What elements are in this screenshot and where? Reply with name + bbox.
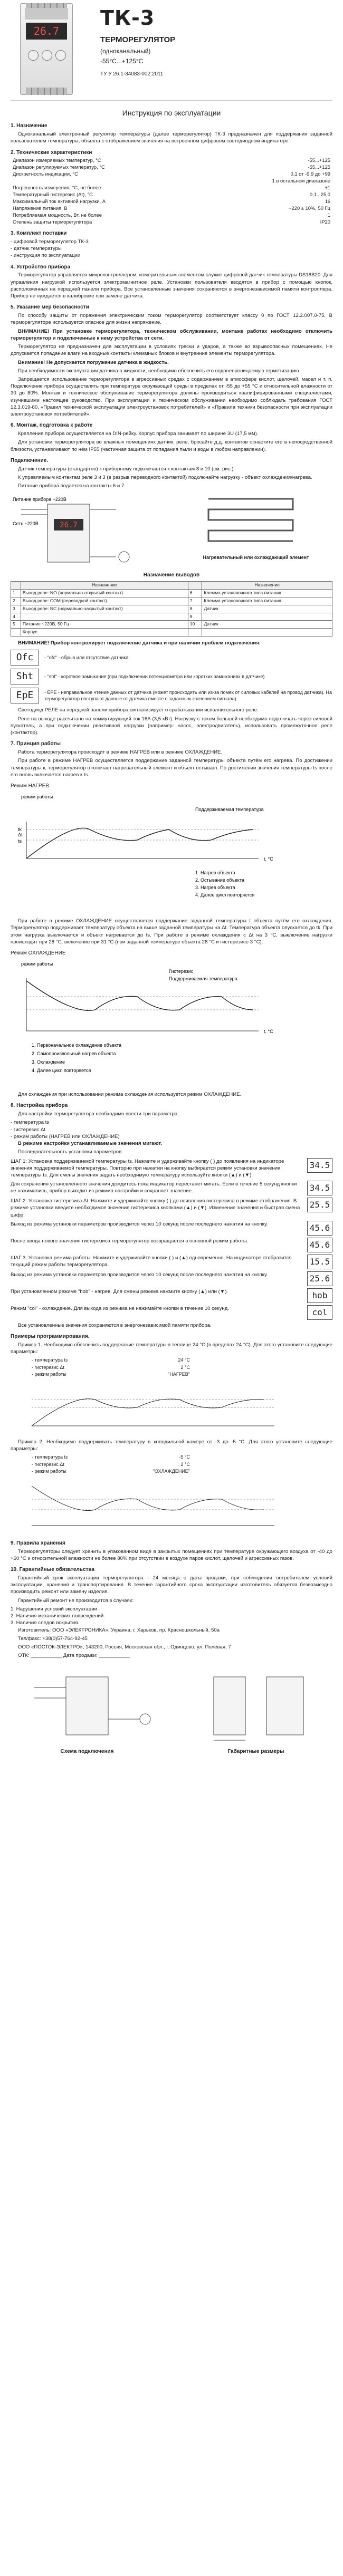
spec-value: 1 [327,212,330,218]
setup-step-display: col [307,1305,332,1320]
pin-cell: Выход реле: NO (нормально-открытый контакт) [21,590,188,597]
heating-chart-mark: ts [18,838,22,844]
distributor-address: ООО «ПОСТОК-ЭЛЕКТРО», 143200, Россия, Московская обл., г. Одинцово, ул. Полевая, 7 [18,1644,231,1650]
pin-cell [188,629,202,636]
wiring-diagram [11,494,169,567]
example-param-value: 2 °С [180,1364,190,1370]
setup-step-text: Режим "col" - охлаждение. Для выхода из режима не нажимайте кнопки в течение 10 секунд. [11,1305,229,1311]
heating-chart-svg [11,790,327,911]
section-6-text: Питание прибора подается на контакты 6 и 7. [18,483,126,489]
power-caption: Питание прибора ~220В [13,497,66,503]
device-button-down [28,50,39,61]
heating-chart-mark: tk [18,826,22,832]
cooling-chart-label: 4. Далее цикл повторяется [32,1067,91,1073]
pin-cell: 2 [11,597,21,605]
section-6-text: Реле на выходе рассчитано на коммутирующий ток 16А (3,5 кВт). Нагрузку с током большей необходимо подключать через силовой пускатель, а при подключении реактивной нагрузки (например: насос, электродвигатель), использовать промежуточное реле (контактор). [11,716,332,736]
section-10-heading: 10. Гарантийные обязательства [11,1567,94,1573]
heating-chart-label: 2. Остывание объекта [195,877,244,883]
product-title: ТЕРМОРЕГУЛЯТОР [100,35,176,45]
section-6-text: Крепление прибора осуществляется на DIN-рейку. Корпус прибора занимает по ширине 3U (17,5 мм). [18,431,259,437]
section-4-text: Терморегулятор управляется микроконтроллером, измерительным элементом служит цифровой датчик температуры DS18B20. Для управления нагрузкой используется электромагнитное реле. Установки пользователя вводятся в прибор с помощью кнопок, расположенных на передней панели прибора. Все установленные значения сохраняются в энергонезависимой памяти контроллера. Прибор не нуждается в калибровке при замене датчика. [11,272,332,300]
heating-element-image [198,494,314,552]
pin-row [11,621,332,629]
pin-cell [202,613,332,621]
spec-label: Напряжение питания, В [13,205,68,211]
setup-step [11,1181,332,1195]
setup-step [11,1288,332,1303]
example-param-row [32,1454,190,1460]
spec-label: Дискретность индикации, °С [13,171,78,177]
setup-step-display: 45.6 [307,1221,332,1236]
cooling-chart-label: 2. Самопроизвольный нагрев объекта [32,1050,116,1056]
section-6-text: К управляемым контактам реле 3 и 3 (в разрыв переводного контактой) подключайте нагрузку - объект охлаждения/нагрева. [18,474,312,480]
cooling-chart-y-label: режим работы [21,961,53,967]
tu-code: ТУ У 26.1-34083-002:2011 [100,71,164,78]
pins-col-header: Назначение [202,582,332,590]
pins-heading: Назначение выводов [143,572,200,578]
manufacturer: Изготовитель: ООО «ЭЛЕКТРОНИКА», Украина, г. Харьков, пр. Красношкольный, 50а [18,1627,220,1633]
section-6-text: Для установки терморегулятора во влажных помещениях датчик, реле, бросайте д.д. контактов оснастите его в непосредственной близости, устанавливают по нём IP55 (частичная защита от попадания пыли и воды в любом направлении). [11,439,332,452]
example-param-row [32,1468,190,1474]
section-7-heading: 7. Принцип работы [11,741,61,747]
document-title: Инструкция по эксплуатации [122,109,221,117]
pin-cell: 9 [188,613,202,621]
setup-step [11,1198,332,1219]
heating-chart-label: 3. Нагрев объекта [195,884,235,890]
pin-cell: Корпус [21,629,188,636]
specs-table [11,157,332,226]
example-param-row [32,1371,190,1377]
mains-caption: Сеть ~220В [13,521,39,527]
connection-scheme [13,1666,161,1745]
pin-cell [21,613,188,621]
spec-value: -55...+125 [308,164,330,170]
kit-item: - инструкция по эксплуатации [11,253,81,259]
connection-scheme-caption: Схема подключения [60,1749,114,1755]
section-5-text: Запрещается использование терморегулятора в агрессивных средах с содержанием в атмосфере кислот, щелочей, масел и т. п. Подключение прибора осуществлять при температуре окружающей среды в пределах от -55 до +55 °С и относительной влажности от 30 до 80%. Монтаж и техническое обслуживание терморегулятора должны производиться квалифицированными специалистами, изучившими настоящее руководство. При эксплуатации и техническом обслуживании необходимо соблюдать требования ГОСТ 12.3.019-80, «Правил технической эксплуатации электроустановок потребителей» и «Правила техники безопасности при эксплуатации электроустановок потребителей». [11,376,332,418]
error-code-text: - ЕРЕ - неправильное чтение данных от датчика (может происходить или из-за помех от силовых кабелей на провод датчика). На терморегулятор поступают данные от датчика вместе с заданным значением сигнала) [44,690,332,702]
device-terminals-bottom [26,88,67,95]
cooling-chart-axis: t, °С [264,1028,273,1034]
example-1-params [11,1357,332,1377]
param-item: - режим работы (НАГРЕВ или ОХЛАЖДЕНИЕ) [11,1133,120,1140]
pin-cell [11,629,21,636]
example-param-row [32,1364,190,1371]
error-codes [11,650,332,703]
spec-label: Температурный гистерезис (Δt), °С [13,191,93,198]
section-6-heading: 6. Монтаж, подготовка к работе [11,422,93,429]
section-5-warning: ВНИМАНИЕ! При установке терморегулятора, техническом обслуживании, монтаже работах необходимо отключить терморегулятор и подключенные к нему устройства от сети. [11,328,332,341]
spec-label: Степень защиты терморегулятора [13,219,92,225]
heating-chart-mark: Δt [18,832,23,837]
temperature-range: -55°С...+125°С [100,57,144,65]
device-plate [25,8,68,20]
kit-item: - датчик температуры [11,246,62,252]
section-7-text: При работе в режиме ОХЛАЖДЕНИЕ осуществляется поддержание заданной температуры t объекта путём его охлаждения. Терморегулятор поддерживает температуру объекта на выше заданной температуры на Δt. Температура объекта опускается до tk. При этом нагрузка выключается и объект нагревается до ts. При работе в режиме охлаждения с Δt на 3 °С, выключение нагрузки происходит при 28 °С, включение при 31 °С (при заданной температуре объекта 28 °С и гистерезисе 3 °С). [11,918,332,945]
cooling-chart-label: Поддерживаемая температура [169,976,237,981]
example-param-label: - режим работы [32,1372,66,1377]
setup-step-text: ШАГ 3: Установка режима работы. Нажмите и удерживайте кнопки ( ) и (▲) одновременно. На индикаторе отобразится текущий режим работы терморегулятора. [11,1255,292,1268]
pin-cell [202,629,332,636]
error-code-text: - "ofc" - обрыв или отсутствие датчика [44,655,129,661]
setup-step-text: ШАГ 2: Установка гистерезиса Δt. Нажмите и удерживайте кнопку ( ) до появления гистерезиса в режиме отображения. В режиме установки введите необходимое значение гистерезиса кнопками (▲) и (▼). Изменение значения и быстрая смена цифр. [11,1198,300,1218]
spec-label: Погрешность измерения, °С, не более [13,185,101,191]
spec-row [11,164,332,171]
section-1-text: Одноканальный электронный регулятор температуры (далее терморегулятор) ТК-3 предназначен для поддержания заданной пользователем температуры, объекта с отображением значения на встроенном цифровом светодиодном индикаторе. [11,131,332,144]
section-6-text: Датчик температуры (стандартно) к приборному подключается к контактам 8 и 10 (см. рис.). [18,466,235,472]
section-5-heading: 5. Указание мер безопасности [11,304,89,311]
setup-step-text: ШАГ 1: Установка поддерживаемой температуры tз. Нажмите и удерживайте кнопку ( ) до появления на индикаторе значения поддерживаемой температуры. Повторно при нажатии на кнопку выбирается режим установки значения температуры tз. Для смены значения задать необходимую температуру используйте кнопки (▲) и (▼). [11,1158,284,1178]
pins-col-header [188,582,202,590]
section-10-text: Гарантийный ремонт не производится в случаях: [18,1597,134,1604]
cooling-chart-caption: Режим ОХЛАЖДЕНИЕ [11,950,66,957]
error-code-display: Ofc [11,650,39,665]
setup-step-display: hob [307,1288,332,1303]
section-4-heading: 4. Устройство прибора [11,264,71,270]
spec-row [11,157,332,164]
example-param-label: - гистерезис Δt [32,1461,64,1467]
pin-row [11,605,332,613]
example-1-text: Пример 1. Необходимо обеспечить поддержание температуры в теплице 24 °С (в пределах 24 °С). Для этого установите следующие параметры: [11,1342,332,1355]
spec-value: 16 [325,198,330,205]
warranty-item: 3. Наличия следов вскрытия. [11,1620,80,1626]
example-param-value: -5 °С [179,1454,190,1460]
section-7-text: При работе в режиме НАГРЕВ осуществляется поддержание заданной температуры объекта путём его нагрева. По достижении температуры к, терморегулятор отключает нагревательный элемент и объект остывает. По достижении значения температуры ts после его вновь включается нагрев к ts. [11,758,332,778]
example-param-row [32,1461,190,1468]
setup-step-display: 25.6 [307,1271,332,1286]
example-2-params [11,1454,332,1474]
pin-cell: 4 [11,613,21,621]
quality-stamp: ОТК: ___________ Дата продажи: ___________ [18,1653,130,1659]
setup-step [11,1158,332,1179]
instruction-page [11,0,332,2576]
dimensions-drawing [182,1666,330,1745]
pin-cell: Датчик [202,605,332,613]
error-code-display: EpE [11,688,39,703]
warranty-item: 1. Нарушения условий эксплуатации. [11,1606,99,1612]
spec-value: 0,1 от -9,9 до +99 [290,171,330,177]
section-10-text: Гарантийный срок эксплуатации терморегулятора - 24 месяца с даты продажи, при соблюдении потребителем условий эксплуатации, хранения и транспортирования. В течение гарантийного срока эксплуатации изготовитель обязуется безвозмездно производить ремонт или замену изделия. [11,1575,332,1595]
section-8-heading: 8. Настройка прибора [11,1103,68,1109]
spec-label: Диапазон измеряемых температур, °С [13,157,101,163]
device-display: 26.7 [26,23,67,40]
pin-cell: 5 [11,621,21,629]
spec-row [11,212,332,219]
spec-value: ±1 [325,185,330,191]
pin-cell: Выход реле: NC (нормально-закрытый контакт) [21,605,188,613]
param-item: - температура tз [11,1120,49,1126]
setup-step-display: 34.5 [307,1181,332,1195]
setup-step-text: Выход из режима установки параметров производится через 10 секунд после последнего нажатия на кнопку. [11,1221,268,1227]
error-code-row [11,669,332,684]
section-8-text: Для настройки терморегулятора необходимо ввести три параметра: [18,1111,179,1117]
section-3-heading: 3. Комплект поставки [11,230,67,237]
heating-chart-y-label: режим работы [21,794,53,799]
spec-row [11,171,332,178]
wiring-display: 26.7 [60,521,78,530]
heating-chart-label: 1. Нагрев объекта [195,870,235,875]
pin-row [11,613,332,621]
pin-cell: 7 [188,597,202,605]
setup-step-text: После ввода нового значения гистерезиса терморегулятор возвращается в основной режим работы. [11,1238,249,1244]
error-code-row [11,650,332,665]
spec-value: IP20 [320,219,330,225]
spec-label: Диапазон регулируемых температур, °С [13,164,105,170]
pins-col-header: Назначение [21,582,188,590]
pins-col-header [11,582,21,590]
examples-heading: Примеры программирования. [11,1334,90,1340]
spec-row [11,198,332,205]
cooling-chart-label: Гистерезис [169,968,194,974]
heating-chart-label: Поддерживаемая температура [195,806,264,812]
setup-step-display: 45.6 [307,1238,332,1252]
spec-label: Максимальный ток активной нагрузки, А [13,198,106,205]
pin-cell: 6 [188,590,202,597]
model-name: ТК-3 [100,6,155,30]
spec-label [11,178,206,185]
pin-row [11,590,332,597]
section-2-heading: 2. Технические характеристики [11,149,92,156]
setup-step-text: При установленном режиме "hob" - нагрев. Для смены режима нажмите кнопку (▲) или (▼). [11,1288,228,1295]
spec-row [11,205,332,212]
example-2-text: Пример 2. Необходимо поддерживать температуру в холодильной камере от -3 до -5 °С. Для этого установите следующие параметры: [11,1439,332,1452]
pin-cell: 3 [11,605,21,613]
setup-step [11,1271,332,1286]
error-code-display: Sht [11,669,39,684]
heating-chart-caption: Режим НАГРЕВ [11,783,49,789]
setup-step-display: 25.5 [307,1198,332,1212]
section-5-text: При необходимости эксплуатации датчика в жидкости, необходимо обеспечить его водонепроницаемую герметизацию. [18,368,301,374]
setup-step-text: Выход из режима установки параметров производится через 10 секунд после последнего нажатия на кнопку. [11,1271,268,1278]
example-param-label: - температура tз [32,1454,68,1460]
example-param-label: - режим работы [32,1469,66,1474]
cooling-chart-label: 3. Охлаждение [32,1059,65,1065]
setup-step-display: 15.5 [307,1255,332,1269]
example-2-chart [11,1475,327,1533]
section-5-warning: Внимание! Не допускается погружение датчика в жидкость. [18,359,169,365]
spec-value: -55...+125 [308,157,330,163]
spec-row [11,185,332,191]
spec-row [11,178,332,185]
example-param-label: - гистерезис Δt [32,1364,64,1370]
section-8-text: Последовательность установки параметров: [18,1149,123,1155]
heating-mode-chart [11,783,332,913]
spec-row [11,191,332,198]
example-param-value: 24 °С [178,1357,190,1363]
cooling-mode-chart [11,950,332,1098]
section-5-text: Терморегулятор не предназначен для эксплуатации в условиях тряски и ударов, а также во взрывоопасных помещениях. Не допускается попадание влаги на входные контакты клеммных блоков и внутренние элементы терморегулятора. [11,344,332,357]
setup-step [11,1238,332,1252]
cooling-chart-note: Для охлаждения при использовании режима охлаждения используется режим ОХЛАЖДЕНИЕ. [18,1092,242,1098]
example-param-value: 2 °С [180,1461,190,1467]
example-param-label: - температура tз [32,1357,68,1363]
spec-value: 0,1...25,0 [309,191,330,198]
example-param-row [32,1357,190,1363]
setup-step [11,1255,332,1269]
section-9-heading: 9. Правила хранения [11,1540,65,1546]
pin-row [11,629,332,636]
setup-step [11,1305,332,1320]
device-button-up [55,50,66,61]
connection-heading: Подключение. [11,457,49,464]
pin-cell: 10 [188,621,202,629]
cooling-chart-svg [11,957,327,1089]
spec-label: Потребляемая мощность, Вт, не более [13,212,102,218]
dimensions-caption: Габаритные размеры [227,1749,284,1755]
example-param-value: "ОХЛАЖДЕНИЕ" [153,1469,190,1474]
error-code-row [11,688,332,703]
setup-steps [11,1158,332,1320]
example-param-value: "НАГРЕВ" [168,1372,190,1377]
section-8-text: Все установленные значения сохраняются в энергонезависимой памяти прибора. [18,1322,212,1328]
spec-row [11,219,332,226]
product-subtitle: (одноканальный) [100,47,151,55]
pin-cell: Клемма установочного типа питания [202,597,332,605]
heating-chart-label: 4. Далее цикл повторяется [195,892,255,898]
example-1-chart [11,1378,327,1436]
pin-cell: Выход реле: COM (переводной контакт) [21,597,188,605]
pin-cell: 1 [11,590,21,597]
wiring-figure [11,494,332,567]
section-6-text: Светодиод РЕЛЕ на передней панели прибора сигнализирует о срабатывании исполнительного реле. [18,707,259,713]
section-5-text: По способу защиты от поражения электрическим током терморегулятор соответствует классу 0 по ГОСТ 12.2.007.0-75. В терморегуляторе используется опасное для жизни напряжение. [11,313,332,326]
section-7-text: Работа терморегулятора происходит в режиме НАГРЕВ или в режиме ОХЛАЖДЕНИЕ. [18,749,223,756]
kit-item: - цифровой терморегулятор ТК-3 [11,238,89,245]
spec-value: ~220 ± 10%, 50 Гц [289,205,330,211]
heating-chart-axis: t, °С [264,856,273,862]
device-image [20,3,73,95]
device-button-set [42,50,52,61]
pin-cell: 8 [188,605,202,613]
bottom-figures [11,1666,332,1755]
pin-cell: Клемма установочного типа питания [202,590,332,597]
manufacturer-phone: Тел/факс: +38(0)57-764-92-45 [18,1635,88,1642]
pins-table [11,581,332,636]
heating-element-caption: Нагревательный или охлаждающий элемент [203,554,309,560]
pin-cell: Питание ~220В, 50 Гц [21,621,188,629]
section-9-text: Терморегуляторы следует хранить в упакованном виде в закрытых помещениях при температуре окружающего воздуха от -40 до +60 °С и относительной влажности не более 80% при отсутствии в воздухе паров кислот, щелочей и агрессивных газов. [11,1548,332,1561]
setup-step-display: 34.5 [307,1158,332,1173]
pin-row [11,597,332,605]
section-8-note: В режиме настройки устанавливаемые значения мигают. [18,1141,162,1147]
error-code-text: - "sht" - короткое замыкание (при подключении потенциометра или коротких замыканиях в датчике) [44,674,265,680]
spec-value: 1 в остальном диапазоне [272,178,330,184]
sensor-warning: ВНИМАНИЕ! Прибор контролирует подключение датчика и при наличии проблем подключения: [18,640,261,647]
setup-step-text: Для сохранения установленного значения дождитесь пока индикатор перестанет мигать. Если в течение 5 секунд кнопки не нажимались, прибор выходит из режима настройки и сохраняет значение. [11,1181,297,1194]
pin-cell: Датчик [202,621,332,629]
param-item: - гистерезис Δt [11,1126,45,1133]
cooling-chart-label: 1. Первоначальное охлаждение объекта [32,1042,122,1048]
section-1-heading: 1. Назначение [11,123,47,129]
header [11,0,332,101]
warranty-item: 2. Наличия механических повреждений. [11,1613,105,1619]
setup-step [11,1221,332,1236]
